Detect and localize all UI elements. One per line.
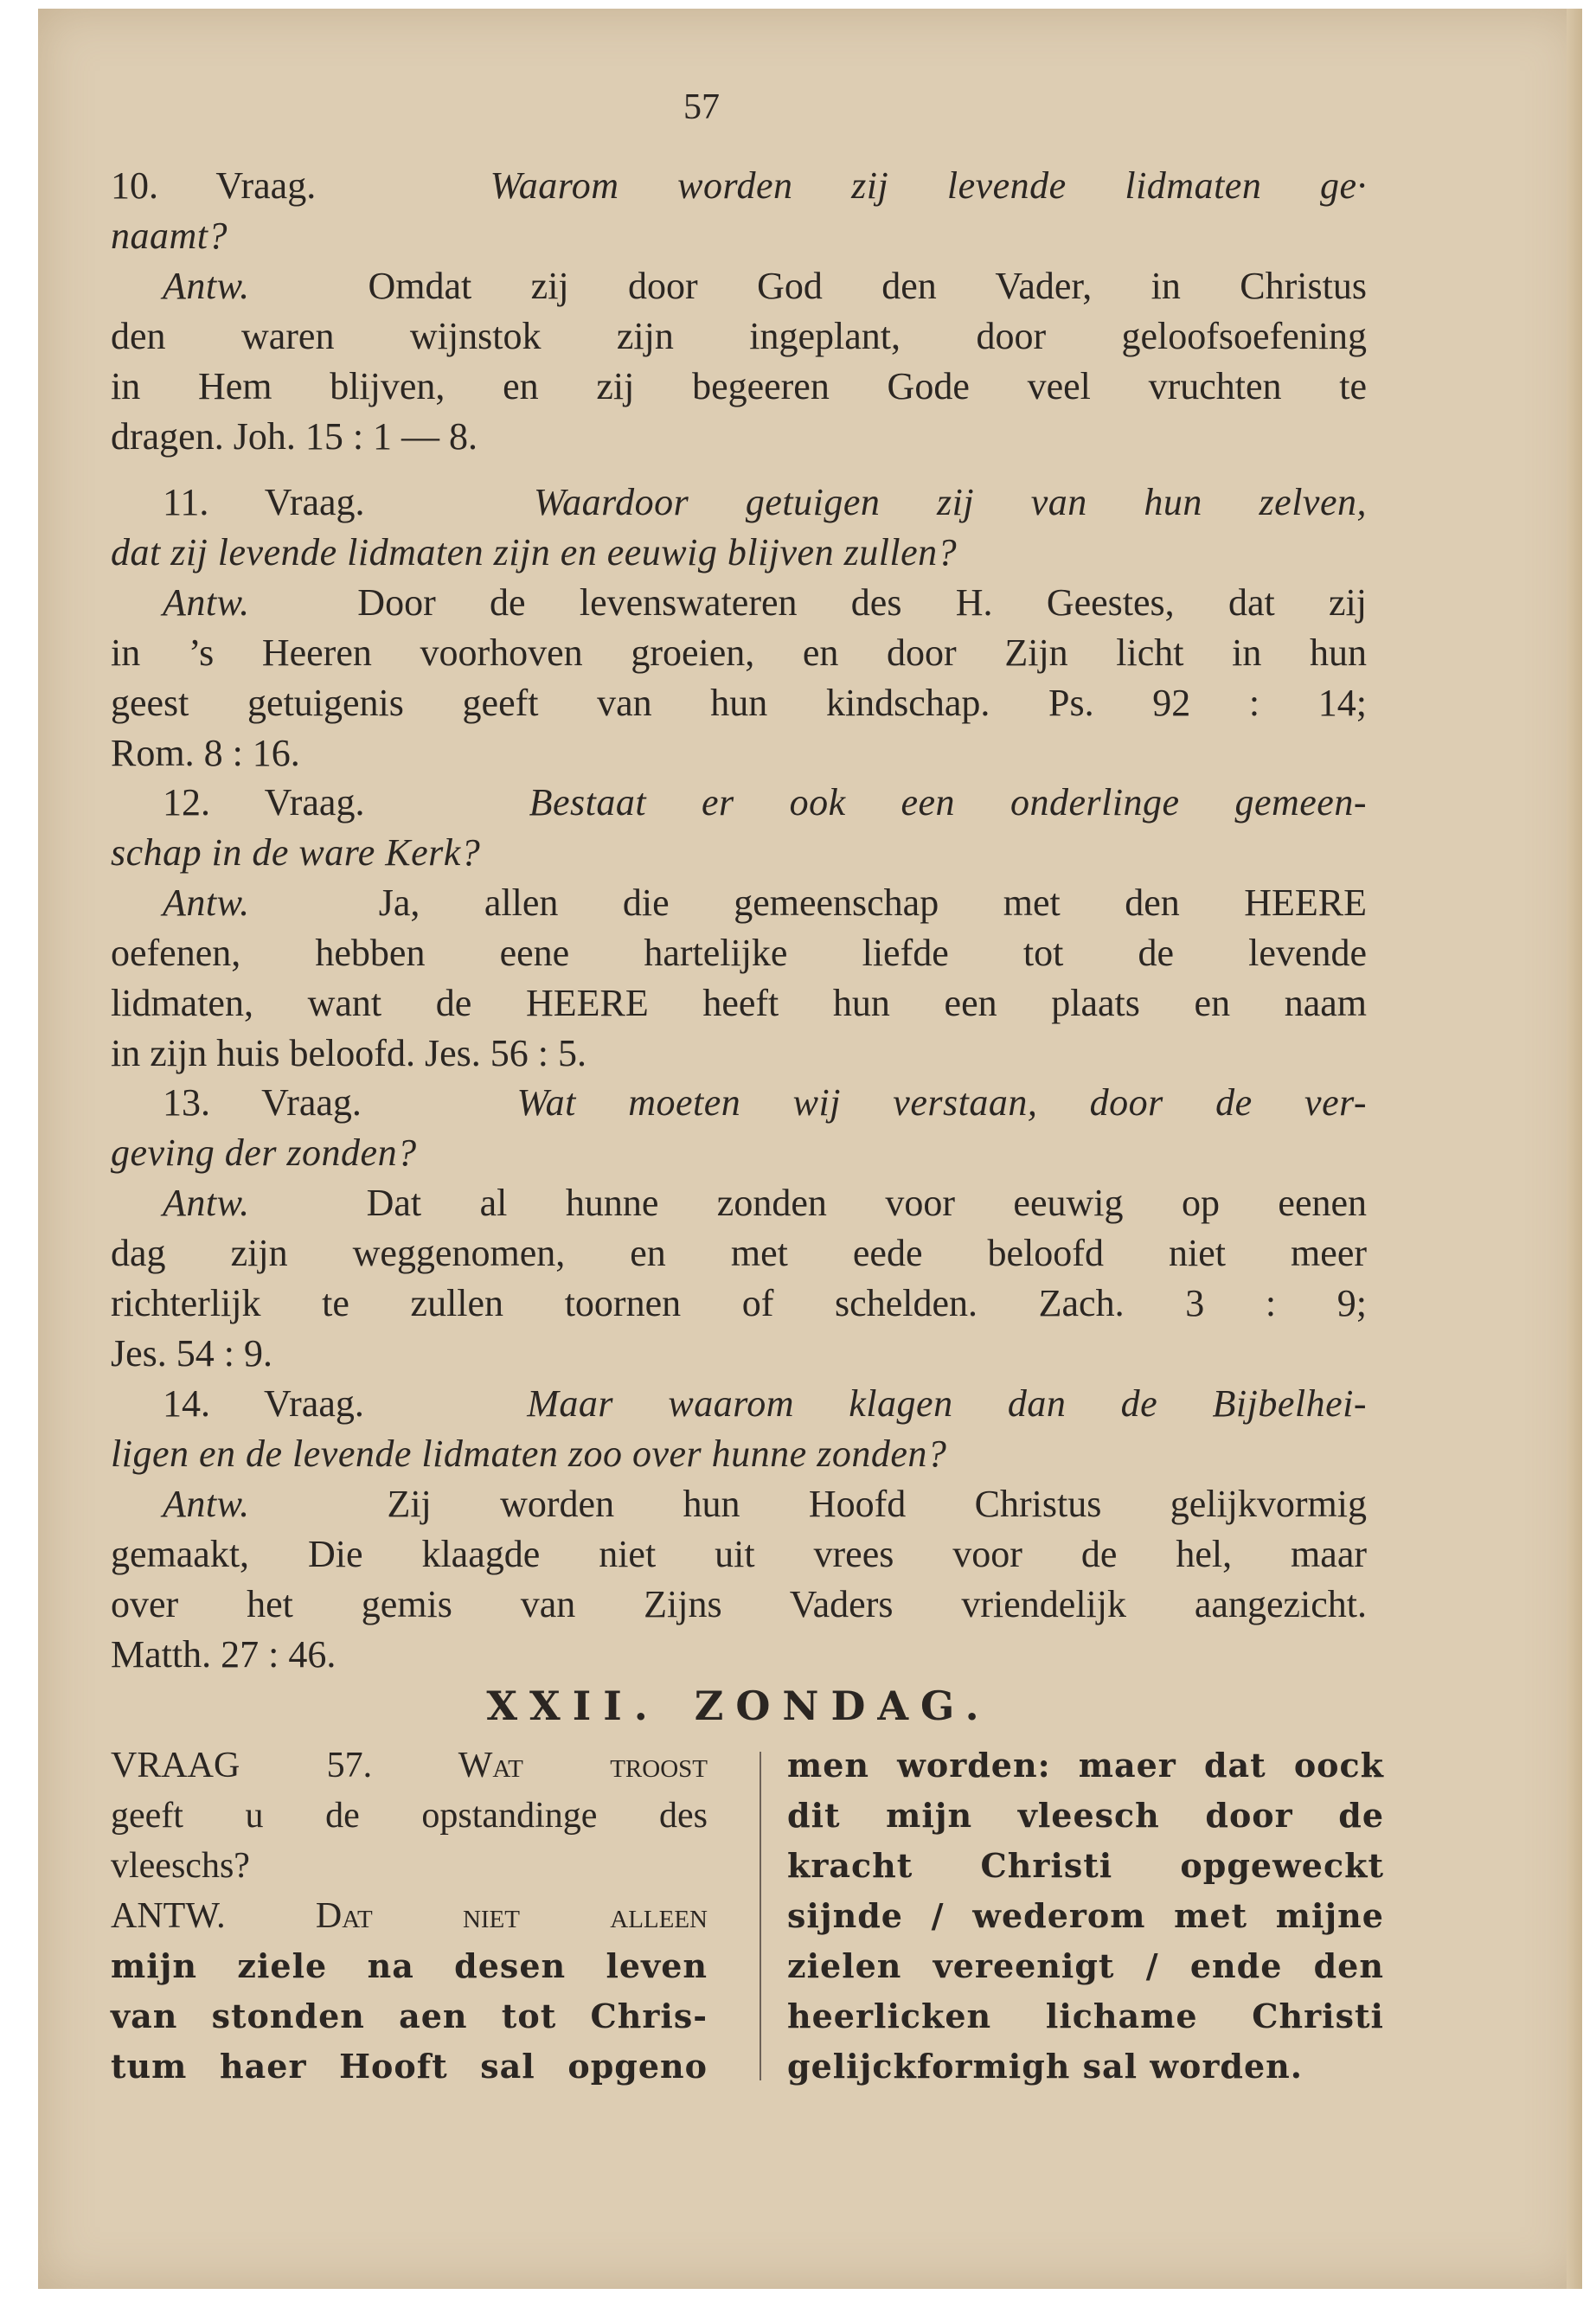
question-text: geving der zonden?	[111, 1131, 417, 1174]
answer-text: dag zijn weggenomen, en met eede beloofd niet meer	[111, 1232, 1367, 1274]
column-line: gelijckformigh sal worden.	[787, 2047, 1303, 2086]
question-text: naamt?	[111, 215, 228, 257]
answer-label: Antw.	[163, 265, 250, 307]
column-line: vleeschs?	[111, 1846, 250, 1886]
question-number: 10. Vraag.	[111, 164, 317, 207]
question-text: Waarom worden zij levende lidmaten ge·	[490, 164, 1367, 207]
column-line: van stonden aen tot Chris-	[111, 1997, 708, 2035]
question-text: ligen en de levende lidmaten zoo over hunne zonden?	[111, 1433, 947, 1475]
question-13	[111, 1078, 1367, 1379]
question-10	[111, 161, 1367, 462]
answer-text: Dat al hunne zonden voor eeuwig op eenen	[366, 1182, 1367, 1224]
column-divider	[760, 1752, 761, 2080]
answer-text: in zijn huis beloofd. Jes. 56 : 5.	[111, 1032, 586, 1074]
section-numeral: XXII.	[486, 1682, 660, 1729]
question-number: 14. Vraag.	[163, 1382, 364, 1425]
answer-text: lidmaten, want de HEERE heeft hun een plaats en naam	[111, 982, 1367, 1024]
column-line: ANTW. Dat niet alleen	[111, 1896, 708, 1936]
question-12	[111, 778, 1367, 1079]
answer-text: in ’s Heeren voorhoven groeien, en door Zijn licht in hun	[111, 631, 1367, 674]
question-14	[111, 1379, 1367, 1680]
answer-text: den waren wijnstok zijn ingeplant, door geloofsoefening	[111, 315, 1367, 357]
section-title: ZONDAG.	[694, 1682, 991, 1729]
column-line: kracht Christi opgeweckt	[787, 1846, 1384, 1885]
question-text: dat zij levende lidmaten zijn en eeuwig blijven zullen?	[111, 531, 958, 574]
column-line: geeft u de opstandinge des	[111, 1796, 708, 1836]
question-number: 11. Vraag.	[163, 481, 365, 523]
answer-text: Rom. 8 : 16.	[111, 732, 300, 774]
answer-text: over het gemis van Zijns Vaders vriendelijk aangezicht.	[111, 1583, 1367, 1625]
question-text: Bestaat er ook een onderlinge gemeen-	[529, 781, 1367, 824]
answer-text: gemaakt, Die klaagde niet uit vrees voor de hel, maar	[111, 1533, 1367, 1575]
question-number: 13. Vraag.	[163, 1081, 362, 1124]
question-text: Maar waarom klagen dan de Bijbelhei-	[527, 1382, 1367, 1425]
answer-text: Omdat zij door God den Vader, in Christus	[368, 265, 1367, 307]
answer-text: richterlijk te zullen toornen of schelden. Zach. 3 : 9;	[111, 1282, 1367, 1324]
page-edge	[1567, 9, 1582, 2289]
question-11	[111, 478, 1367, 779]
column-line: heerlicken lichame Christi	[787, 1997, 1384, 2035]
answer-text: Door de levenswateren des H. Geestes, dat zij	[357, 581, 1367, 624]
column-line: zielen vereenigt / ende den	[787, 1946, 1384, 1985]
question-text: Wat moeten wij verstaan, door de ver-	[516, 1081, 1368, 1124]
answer-text: dragen. Joh. 15 : 1 — 8.	[111, 415, 478, 458]
column-line: VRAAG 57. Wat troost	[111, 1746, 708, 1785]
answer-label: Antw.	[163, 1182, 250, 1224]
answer-text: in Hem blijven, en zij begeeren Gode veel vruchten te	[111, 365, 1367, 407]
column-line: mijn ziele na desen leven	[111, 1946, 708, 1985]
answer-text: Matth. 27 : 46.	[111, 1633, 337, 1676]
question-text: Waardoor getuigen zij van hun zelven,	[534, 481, 1367, 523]
answer-text: oefenen, hebben eene hartelijke liefde tot de levende	[111, 932, 1367, 974]
answer-label: Antw.	[163, 1483, 250, 1525]
column-line: men worden: maer dat oock	[787, 1746, 1384, 1785]
answer-label: Antw.	[163, 881, 250, 924]
answer-text: geest getuigenis geeft van hun kindschap. Ps. 92 : 14;	[111, 682, 1367, 724]
question-text: schap in de ware Kerk?	[111, 831, 481, 874]
right-column	[787, 1740, 1384, 2092]
page-number: 57	[683, 87, 720, 127]
answer-text: Ja, allen die gemeenschap met den HEERE	[378, 881, 1368, 924]
answer-label: Antw.	[163, 581, 250, 624]
question-number: 12. Vraag.	[163, 781, 365, 824]
column-line: dit mijn vleesch door de	[787, 1796, 1384, 1835]
section-heading	[111, 1682, 1367, 1729]
column-line: tum haer Hooft sal opgeno	[111, 2047, 708, 2086]
column-line: sijnde / wederom met mijne	[787, 1896, 1384, 1935]
left-column	[111, 1740, 708, 2092]
answer-text: Jes. 54 : 9.	[111, 1332, 272, 1375]
answer-text: Zij worden hun Hoofd Christus gelijkvormig	[387, 1483, 1368, 1525]
